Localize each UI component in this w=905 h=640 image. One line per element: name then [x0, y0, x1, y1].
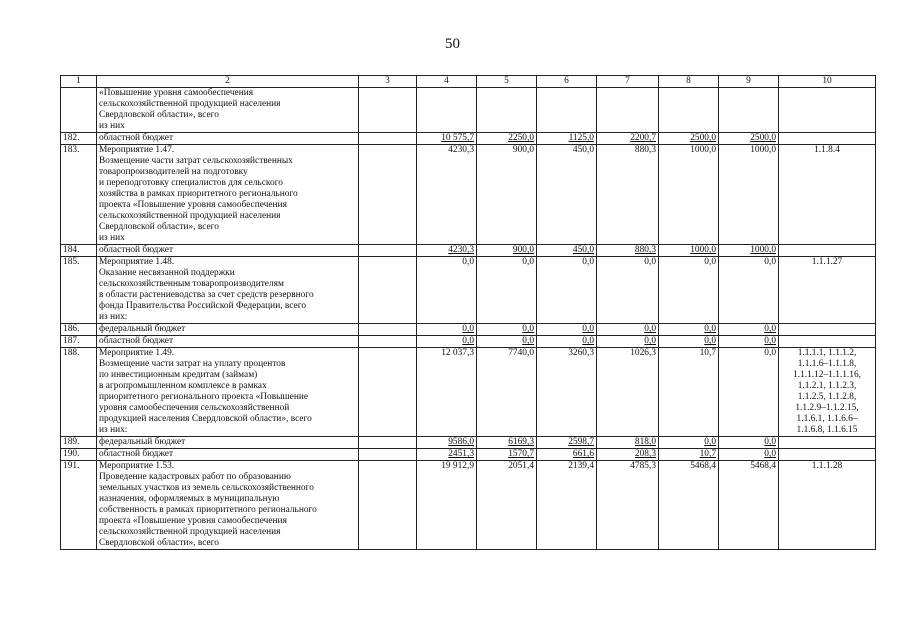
cell-c7: 1026,3 [597, 348, 659, 437]
cell-desc: областной бюджет [97, 133, 359, 145]
column-header: 7 [597, 76, 659, 88]
cell-c6: 0,0 [537, 257, 597, 324]
cell-c3 [359, 461, 417, 550]
cell-c10 [779, 245, 876, 257]
budget-table [60, 75, 876, 550]
table-row [61, 449, 876, 461]
cell-c4: 10 575,7 [417, 133, 477, 145]
cell-desc: Мероприятие 1.53. Проведение кадастровых работ по образованию земельных участков из земель сельскохозяйственного назначения, оформляемых в муниципальную собственность в рамках приоритетного регионального проекта «Повышение уровня самообеспечения сельскохозяйственной продукцией населения Свердловской области», всего [97, 461, 359, 550]
table-row [61, 257, 876, 324]
cell-c6: 1125,0 [537, 133, 597, 145]
cell-c9 [719, 88, 779, 133]
cell-num: 187. [61, 336, 97, 348]
cell-c6: 2598,7 [537, 437, 597, 449]
table-body [61, 88, 876, 550]
table-row [61, 133, 876, 145]
cell-c3 [359, 133, 417, 145]
cell-c9: 5468,4 [719, 461, 779, 550]
cell-desc: федеральный бюджет [97, 324, 359, 336]
cell-c8: 10,7 [659, 449, 719, 461]
cell-num: 190. [61, 449, 97, 461]
cell-c9: 1000,0 [719, 245, 779, 257]
cell-c5 [477, 88, 537, 133]
cell-c7: 0,0 [597, 324, 659, 336]
cell-c9: 0,0 [719, 324, 779, 336]
table-row [61, 88, 876, 133]
cell-c4: 4230,3 [417, 145, 477, 245]
cell-c10 [779, 88, 876, 133]
cell-c4: 19 912,9 [417, 461, 477, 550]
cell-c7: 208,3 [597, 449, 659, 461]
cell-c5: 1570,7 [477, 449, 537, 461]
cell-c3 [359, 245, 417, 257]
cell-desc: федеральный бюджет [97, 437, 359, 449]
cell-c8 [659, 88, 719, 133]
cell-c5: 0,0 [477, 257, 537, 324]
cell-c6: 0,0 [537, 336, 597, 348]
column-header: 2 [97, 76, 359, 88]
cell-c8: 0,0 [659, 257, 719, 324]
cell-c7: 818,0 [597, 437, 659, 449]
cell-c5: 7740,0 [477, 348, 537, 437]
cell-num: 183. [61, 145, 97, 245]
column-header: 9 [719, 76, 779, 88]
cell-c5: 2250,0 [477, 133, 537, 145]
cell-desc: Мероприятие 1.48. Оказание несвязанной поддержки сельскохозяйственным товаропроизводителям в области растениеводства за счет средств резервного фонда Правительства Российской Федерации, всего из них: [97, 257, 359, 324]
table-row [61, 437, 876, 449]
cell-c8: 10,7 [659, 348, 719, 437]
table-row [61, 245, 876, 257]
cell-c10 [779, 133, 876, 145]
cell-c7: 2200,7 [597, 133, 659, 145]
cell-c3 [359, 437, 417, 449]
cell-c7: 880,3 [597, 245, 659, 257]
cell-c7 [597, 88, 659, 133]
cell-c4: 4230,3 [417, 245, 477, 257]
cell-c3 [359, 324, 417, 336]
cell-num: 184. [61, 245, 97, 257]
cell-c10 [779, 449, 876, 461]
cell-num: 191. [61, 461, 97, 550]
cell-c3 [359, 145, 417, 245]
cell-c9: 0,0 [719, 336, 779, 348]
column-header: 10 [779, 76, 876, 88]
table-row [61, 324, 876, 336]
cell-num: 188. [61, 348, 97, 437]
cell-desc: Мероприятие 1.49. Возмещение части затрат на уплату процентов по инвестиционным кредитам (займам) в агропромышленном комплексе в рамках приоритетного регионального проекта «Повышение уровня самообеспечения сельскохозяйственной продукцией населения Свердловской области», всего из них: [97, 348, 359, 437]
cell-c9: 2500,0 [719, 133, 779, 145]
cell-c5: 900,0 [477, 245, 537, 257]
cell-c3 [359, 449, 417, 461]
cell-c4 [417, 88, 477, 133]
cell-c6: 3260,3 [537, 348, 597, 437]
cell-c4: 12 037,3 [417, 348, 477, 437]
cell-c8: 2500,0 [659, 133, 719, 145]
cell-c9: 0,0 [719, 348, 779, 437]
cell-num: 189. [61, 437, 97, 449]
cell-c10: 1.1.8.4 [779, 145, 876, 245]
cell-c10: 1.1.1.28 [779, 461, 876, 550]
table-row [61, 461, 876, 550]
cell-desc: областной бюджет [97, 245, 359, 257]
cell-c9: 1000,0 [719, 145, 779, 245]
cell-c5: 0,0 [477, 336, 537, 348]
column-header: 8 [659, 76, 719, 88]
cell-num: 186. [61, 324, 97, 336]
cell-desc: областной бюджет [97, 336, 359, 348]
cell-c6: 2139,4 [537, 461, 597, 550]
cell-num: 185. [61, 257, 97, 324]
cell-c4: 0,0 [417, 324, 477, 336]
cell-c10: 1.1.1.27 [779, 257, 876, 324]
table-header-row [61, 76, 876, 88]
table-row [61, 348, 876, 437]
cell-c7: 4785,3 [597, 461, 659, 550]
table-row [61, 145, 876, 245]
cell-num: 182. [61, 133, 97, 145]
cell-desc: областной бюджет [97, 449, 359, 461]
cell-c10 [779, 324, 876, 336]
cell-c10 [779, 336, 876, 348]
cell-c6: 661,6 [537, 449, 597, 461]
cell-c6: 450,0 [537, 245, 597, 257]
column-header: 5 [477, 76, 537, 88]
cell-c8: 0,0 [659, 324, 719, 336]
cell-desc: «Повышение уровня самообеспечения сельскохозяйственной продукцией населения Свердловской области», всего из них [97, 88, 359, 133]
cell-c6 [537, 88, 597, 133]
cell-c10: 1.1.1.1, 1.1.1.2, 1.1.1.6–1.1.1.8, 1.1.1.12–1.1.1.16, 1.1.2.1, 1.1.2.3, 1.1.2.5, 1.1.2.8, 1.1.2.9–1.1.2.15, 1.1.6.1, 1.1.6.6– 1.1.6.8, 1.1.6.15 [779, 348, 876, 437]
cell-c8: 5468,4 [659, 461, 719, 550]
cell-c9: 0,0 [719, 257, 779, 324]
cell-c3 [359, 336, 417, 348]
cell-c8: 0,0 [659, 437, 719, 449]
column-header: 4 [417, 76, 477, 88]
column-header: 1 [61, 76, 97, 88]
cell-c8: 1000,0 [659, 245, 719, 257]
cell-c3 [359, 88, 417, 133]
cell-c5: 0,0 [477, 324, 537, 336]
cell-c5: 2051,4 [477, 461, 537, 550]
cell-c6: 450,0 [537, 145, 597, 245]
cell-c6: 0,0 [537, 324, 597, 336]
cell-num [61, 88, 97, 133]
table-row [61, 336, 876, 348]
cell-c7: 0,0 [597, 257, 659, 324]
cell-c4: 0,0 [417, 336, 477, 348]
cell-c5: 900,0 [477, 145, 537, 245]
cell-c3 [359, 348, 417, 437]
cell-c9: 0,0 [719, 437, 779, 449]
column-header: 3 [359, 76, 417, 88]
cell-c10 [779, 437, 876, 449]
cell-c5: 6169,3 [477, 437, 537, 449]
cell-c4: 0,0 [417, 257, 477, 324]
page-number: 50 [445, 36, 460, 52]
cell-c7: 0,0 [597, 336, 659, 348]
cell-c3 [359, 257, 417, 324]
column-header: 6 [537, 76, 597, 88]
cell-c9: 0,0 [719, 449, 779, 461]
cell-c4: 2451,3 [417, 449, 477, 461]
cell-desc: Мероприятие 1.47. Возмещение части затрат сельскохозяйственных товаропроизводителей на подготовку и переподготовку специалистов для сельского хозяйства в рамках приоритетного регионального проекта «Повышение уровня самообеспечения сельскохозяйственной продукцией населения Свердловской области», всего из них [97, 145, 359, 245]
cell-c4: 9586,0 [417, 437, 477, 449]
cell-c7: 880,3 [597, 145, 659, 245]
cell-c8: 0,0 [659, 336, 719, 348]
cell-c8: 1000,0 [659, 145, 719, 245]
